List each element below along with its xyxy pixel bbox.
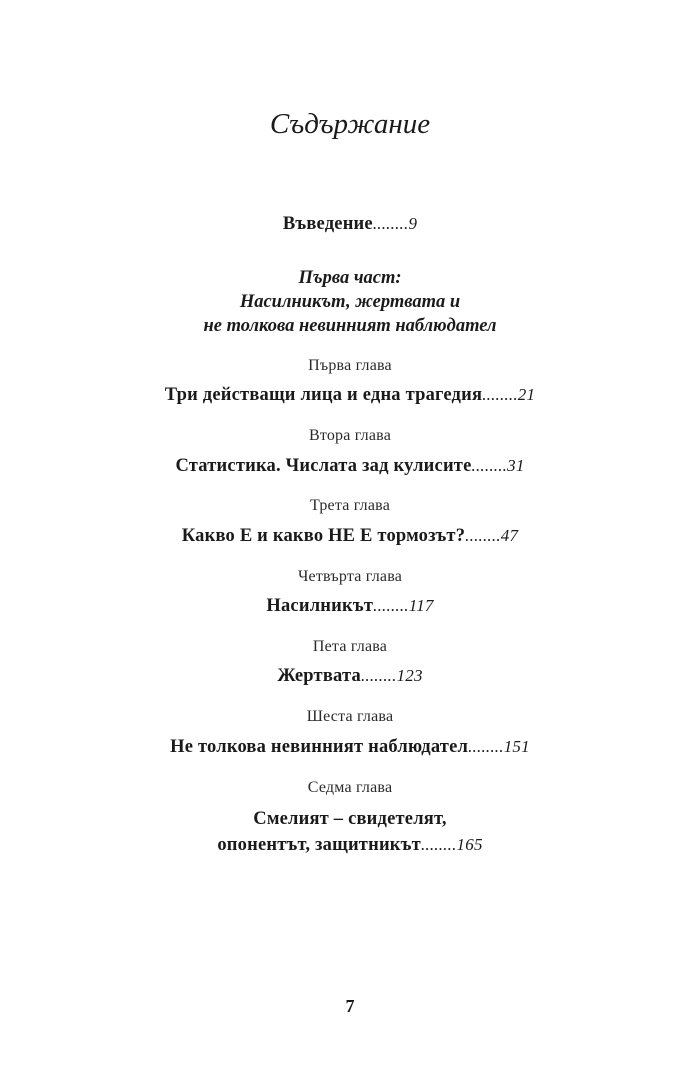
chapter-label: Пета глава <box>312 638 388 655</box>
entry-title: Какво Е и какво НЕ Е тормозът? <box>181 526 466 546</box>
page-number: 7 <box>345 996 355 1016</box>
entry-title: Насилникът <box>266 596 374 616</box>
entry-title: Не толкова невинният наблюдател <box>170 737 469 757</box>
entry-page: 47 <box>500 526 519 545</box>
entry-title-line: опонентът, защитникът <box>217 835 421 855</box>
entry-dots: ........ <box>482 385 518 404</box>
toc-entry-chapter-5[interactable] <box>0 666 700 687</box>
entry-page: 21 <box>517 385 536 404</box>
entry-dots: ........ <box>465 526 501 545</box>
entry-title: Жертвата <box>277 666 361 686</box>
part-heading-line: не толкова невинният наблюдател <box>203 316 497 336</box>
entry-dots: ........ <box>468 737 504 756</box>
toc-entry-chapter-6[interactable] <box>0 737 700 758</box>
entry-page: 117 <box>408 596 434 615</box>
toc-entry-chapter-4[interactable] <box>0 596 700 617</box>
part-heading <box>0 266 700 338</box>
entry-title: Статистика. Числата зад кулисите <box>175 456 472 476</box>
entry-title: Три действащи лица и една трагедия <box>164 385 483 405</box>
entry-page: 151 <box>503 737 530 756</box>
toc-entry-intro[interactable] <box>0 214 700 235</box>
entry-page: 165 <box>456 835 483 854</box>
entry-dots: ........ <box>372 214 409 233</box>
chapter-label: Четвърта глава <box>297 568 403 585</box>
entry-page: 31 <box>507 456 525 475</box>
chapter-label: Първа глава <box>308 357 392 374</box>
entry-dots: ........ <box>420 835 457 854</box>
part-heading-line: Първа част: <box>298 268 402 288</box>
toc-entry-chapter-2[interactable] <box>0 456 700 477</box>
chapter-label: Седма глава <box>307 779 393 796</box>
chapter-label: Шеста глава <box>306 708 394 725</box>
part-heading-line: Насилникът, жертвата и <box>239 292 461 312</box>
entry-dots: ........ <box>360 666 397 685</box>
toc-entry-chapter-7[interactable] <box>0 806 700 858</box>
page-title: Съдържание <box>269 108 431 140</box>
entry-page: 123 <box>396 666 423 685</box>
toc-entry-chapter-1[interactable] <box>0 385 700 406</box>
chapter-label: Трета глава <box>309 497 391 514</box>
toc-entry-chapter-3[interactable] <box>0 526 700 547</box>
entry-dots: ........ <box>373 596 409 615</box>
entry-title-line: Смелият – свидетелят, <box>253 809 447 829</box>
entry-page: 9 <box>408 214 418 233</box>
entry-title: Въведение <box>282 214 373 234</box>
entry-dots: ........ <box>471 456 508 475</box>
chapter-label: Втора глава <box>308 427 392 444</box>
